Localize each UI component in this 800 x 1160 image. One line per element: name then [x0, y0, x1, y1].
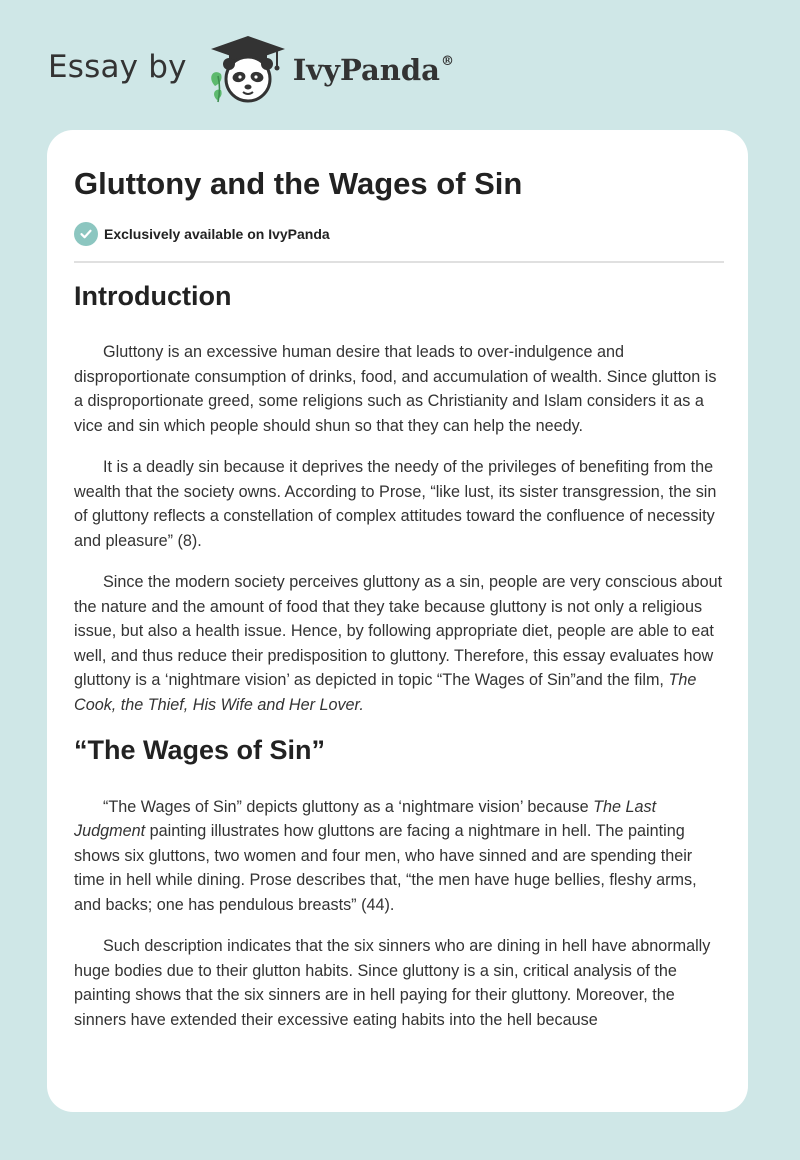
panda-logo-icon[interactable] [205, 34, 291, 106]
article-card [47, 130, 748, 1112]
brand-prefix: Essay by [48, 48, 187, 85]
title-divider [74, 261, 724, 263]
section-heading-introduction: Introduction [74, 281, 232, 311]
section-heading-wages-of-sin: “The Wages of Sin” [74, 735, 326, 766]
check-icon [74, 222, 98, 246]
article-body [74, 280, 724, 1032]
film-title: The Cook, the Thief, His Wife and Her Lover. [74, 671, 697, 714]
paragraph: “The Wages of Sin” depicts gluttony as a ‘nightmare vision’ because The Last Judgment painting illustrates how gluttons are facing a nightmare in hell. The painting shows six gluttons, two women and four men, who have sinned and are spending their time in hell while dining. Prose describes that, “the men have huge bellies, fleshy arms, and backs; one has pendulous breasts” (44). [74, 797, 697, 914]
brand-name: IvyPanda® [292, 53, 454, 87]
exclusive-label: Exclusively available on IvyPanda [104, 226, 330, 242]
paragraph: Gluttony is an excessive human desire that leads to over-indulgence and disproportionate consumption of drinks, food, and accumulation of wealth. Since glutton is a disproportionate greed, some religions such as Christianity and Islam considers it as a vice and sin which people should shun so that they can help the needy. [74, 343, 717, 435]
paragraph: Such description indicates that the six sinners who are dining in hell have abnormally huge bodies due to their glutton habits. Since gluttony is a sin, critical analysis of the painting shows that the six sinners are in hell paying for their gluttony. Moreover, the sinners have extended their excessive eating habits into the hell because [74, 937, 711, 1029]
paragraph: Since the modern society perceives gluttony as a sin, people are very conscious about the nature and the amount of food that they take because gluttony is not only a religious issue, but also a health issue. Hence, by following appropriate diet, people are able to eat well, and thus reduce their predisposition to gluttony. Therefore, this essay evaluates how gluttony is a ‘nightmare vision’ as depicted in topic “The Wages of Sin”and the film, The Cook, the Thief, His Wife and Her Lover. [74, 573, 723, 714]
brand-header [48, 34, 454, 106]
paragraph: It is a deadly sin because it deprives the needy of the privileges of benefiting from the wealth that the society owns. According to Prose, “like lust, its sister transgression, the sin of gluttony reflects a constellation of complex attitudes toward the confluence of necessity and pleasure” (8). [74, 458, 717, 550]
painting-title: The Last Judgment [74, 797, 657, 841]
exclusive-badge [74, 222, 330, 246]
article-title: Gluttony and the Wages of Sin [74, 166, 523, 201]
